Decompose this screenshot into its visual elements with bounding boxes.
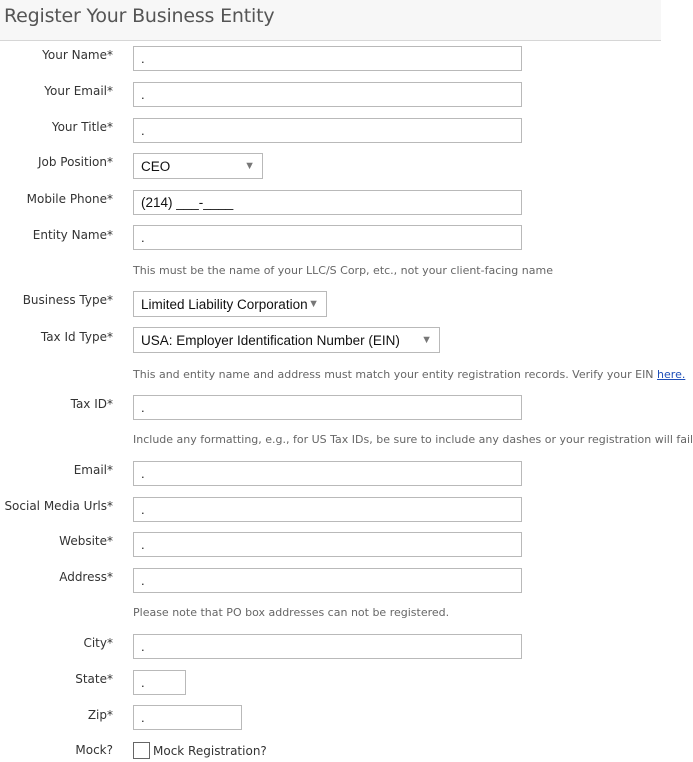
page-title: Register Your Business Entity (4, 5, 275, 27)
mobile-phone-input[interactable] (133, 190, 522, 215)
website-label: Website* (59, 534, 113, 548)
your-email-input[interactable] (133, 82, 522, 107)
tax-id-input[interactable] (133, 395, 522, 420)
job-position-label: Job Position* (37, 155, 113, 169)
mock-registration-label[interactable]: Mock Registration? (153, 744, 267, 758)
tax-id-hint: Include any formatting, e.g., for US Tax IDs, be sure to include any dashes or your registration will fail (133, 433, 693, 446)
city-input[interactable] (133, 634, 522, 659)
address-input[interactable] (133, 568, 522, 593)
mobile-phone-label: Mobile Phone* (26, 192, 113, 206)
entity-email-input[interactable] (133, 461, 522, 486)
verify-ein-link[interactable]: here. (657, 368, 686, 381)
city-label: City* (83, 636, 113, 650)
zip-label: Zip* (87, 708, 113, 722)
state-input[interactable] (133, 670, 186, 695)
tax-id-type-select[interactable] (133, 327, 440, 353)
business-type-label: Business Type* (22, 293, 113, 307)
your-name-input[interactable] (133, 46, 522, 71)
mock-label: Mock? (75, 743, 113, 757)
website-input[interactable] (133, 532, 522, 557)
triangle-down-icon: ▼ (308, 298, 319, 310)
tax-id-type-hint-text: This and entity name and address must match your entity registration records. Verify your EIN (133, 368, 658, 381)
page-header (0, 0, 661, 41)
business-type-value: Limited Liability Corporation (141, 296, 308, 312)
triangle-down-icon: ▼ (244, 160, 255, 172)
state-label: State* (75, 672, 113, 686)
entity-name-label: Entity Name* (32, 228, 113, 242)
tax-id-type-value: USA: Employer Identification Number (EIN) (141, 332, 400, 348)
your-title-input[interactable] (133, 118, 522, 143)
address-label: Address* (59, 570, 113, 584)
entity-name-hint: This must be the name of your LLC/S Corp, etc., not your client-facing name (133, 264, 553, 277)
job-position-value: CEO (141, 158, 171, 174)
zip-input[interactable] (133, 705, 242, 730)
social-media-label: Social Media Urls* (4, 499, 113, 513)
mock-registration-checkbox[interactable] (133, 742, 150, 759)
address-hint: Please note that PO box addresses can not be registered. (133, 606, 450, 619)
tax-id-label: Tax ID* (70, 397, 113, 411)
social-media-input[interactable] (133, 497, 522, 522)
tax-id-type-label: Tax Id Type* (40, 330, 113, 344)
entity-email-label: Email* (73, 463, 113, 477)
your-name-label: Your Name* (42, 48, 113, 62)
triangle-down-icon: ▼ (421, 334, 432, 346)
entity-name-input[interactable] (133, 225, 522, 250)
business-type-select[interactable] (133, 291, 327, 317)
tax-id-type-hint (133, 368, 685, 381)
your-title-label: Your Title* (51, 120, 113, 134)
job-position-select[interactable] (133, 153, 263, 179)
your-email-label: Your Email* (44, 84, 113, 98)
